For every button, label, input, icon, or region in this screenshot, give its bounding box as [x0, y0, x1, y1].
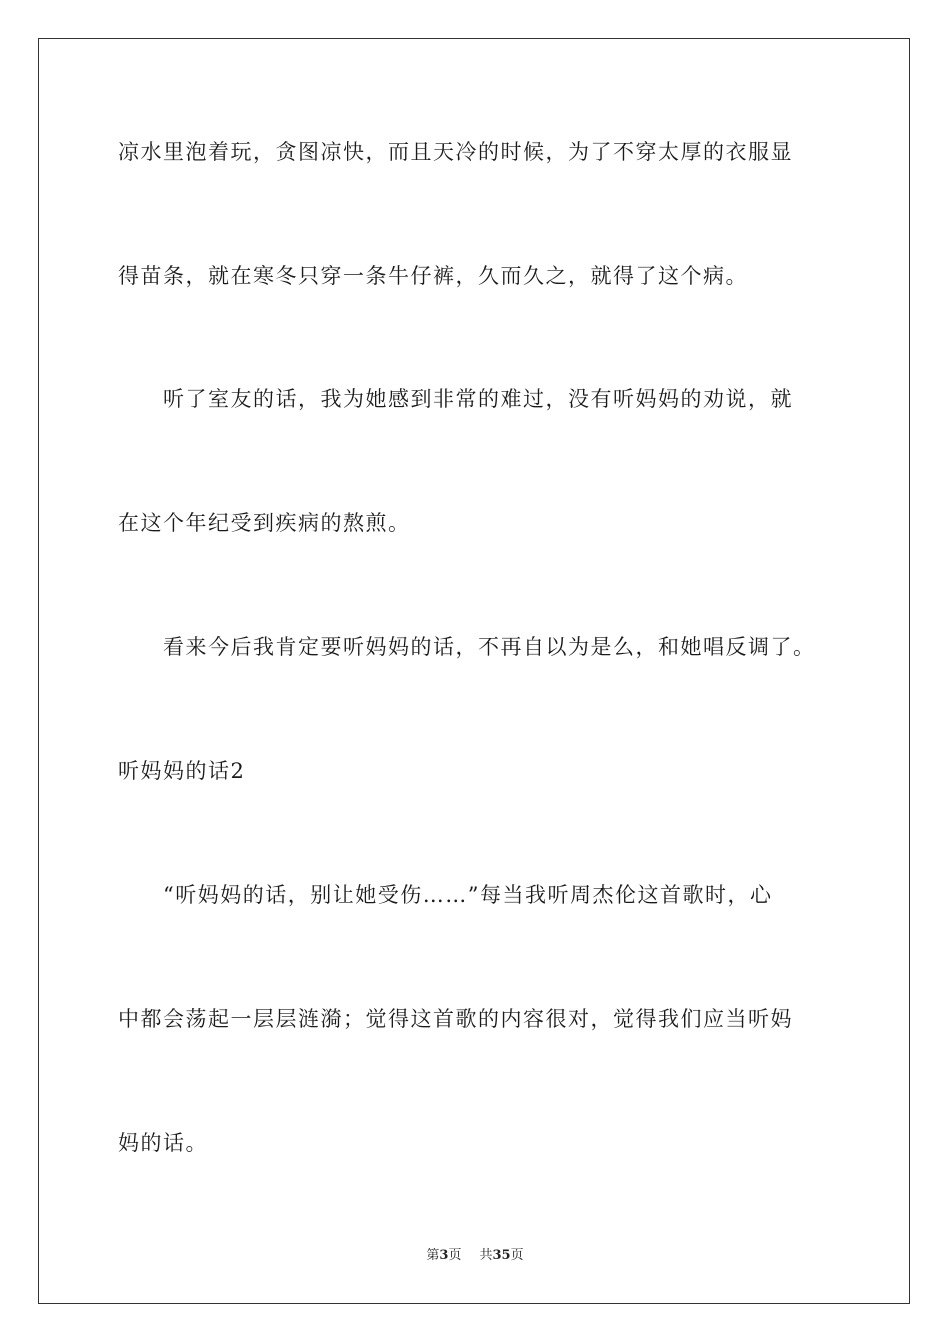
footer-page-suffix: 页: [448, 1248, 462, 1263]
paragraph-line-5: 看来今后我肯定要听妈妈的话，不再自以为是么，和她唱反调了。: [163, 635, 816, 659]
footer-total-pages: 35: [492, 1248, 511, 1263]
footer-page-prefix: 第: [426, 1248, 440, 1263]
body-line-2: 得苗条，就在寒冬只穿一条牛仔裤，久而久之，就得了这个病。: [118, 264, 748, 288]
body-line-4: 在这个年纪受到疾病的熬煎。: [118, 511, 411, 535]
footer-total-prefix: 共: [479, 1248, 493, 1263]
section-heading: 听妈妈的话2: [118, 759, 246, 783]
page-frame: [38, 38, 910, 1304]
body-line-9: 妈的话。: [118, 1131, 208, 1155]
footer-total-suffix: 页: [510, 1248, 524, 1263]
paragraph-line-7: “听妈妈的话，别让她受伤……”每当我听周杰伦这首歌时，心: [163, 883, 773, 907]
page-footer: [0, 1247, 950, 1265]
body-line-1: 凉水里泡着玩，贪图凉快，而且天冷的时候，为了不穿太厚的衣服显: [118, 140, 793, 164]
footer-page-number: 3: [439, 1248, 449, 1263]
paragraph-line-3: 听了室友的话，我为她感到非常的难过，没有听妈妈的劝说，就: [163, 387, 793, 411]
body-line-8: 中都会荡起一层层涟漪；觉得这首歌的内容很对，觉得我们应当听妈: [118, 1007, 793, 1031]
